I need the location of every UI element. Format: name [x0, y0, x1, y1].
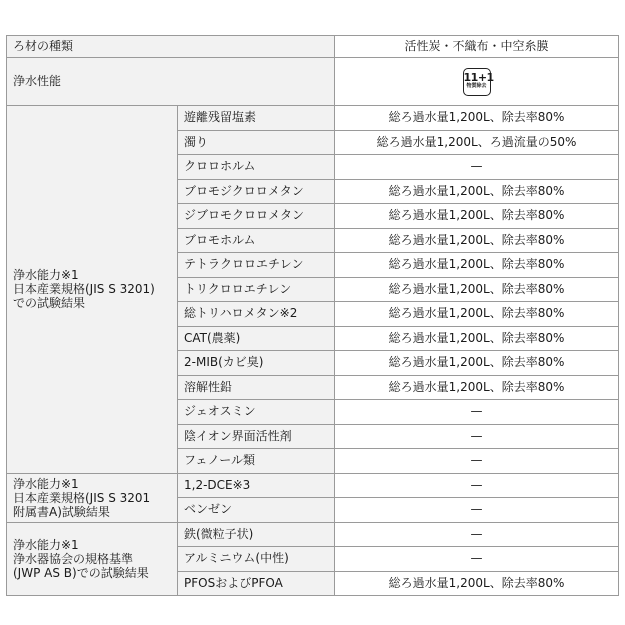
substance-name: ベンゼン — [178, 498, 335, 523]
filter-spec-table — [6, 35, 619, 596]
substance-name: アルミニウム(中性) — [178, 547, 335, 572]
substance-value: — — [335, 400, 619, 425]
substance-name: 総トリハロメタン※2 — [178, 302, 335, 327]
substance-name: テトラクロロエチレン — [178, 253, 335, 278]
substance-removal-icon — [463, 68, 494, 96]
substance-name: 2-MIB(カビ臭) — [178, 351, 335, 376]
substance-name: フェノール類 — [178, 449, 335, 474]
substance-row — [7, 106, 619, 131]
substance-name: 遊離残留塩素 — [178, 106, 335, 131]
capacity-group-label — [7, 473, 178, 522]
capacity-group-label — [7, 522, 178, 596]
substance-value: 総ろ過水量1,200L、除去率80% — [335, 571, 619, 596]
substance-name: ジブロモクロロメタン — [178, 204, 335, 229]
performance-value — [335, 58, 619, 106]
substance-name: 1,2-DCE※3 — [178, 473, 335, 498]
substance-name: 陰イオン界面活性剤 — [178, 424, 335, 449]
substance-value: 総ろ過水量1,200L、除去率80% — [335, 302, 619, 327]
substance-value: 総ろ過水量1,200L、ろ過流量の50% — [335, 130, 619, 155]
icon-number: 11+1 — [463, 70, 494, 84]
capacity-group-label — [7, 106, 178, 474]
group-label-line: 日本産業規格(JIS S 3201 — [13, 490, 151, 505]
substance-name: ブロモジクロロメタン — [178, 179, 335, 204]
group-label-line: 附属書A)試験結果 — [13, 504, 110, 519]
substance-value: — — [335, 424, 619, 449]
substance-value: 総ろ過水量1,200L、除去率80% — [335, 253, 619, 278]
group-label-line: 浄水器協会の規格基準 — [13, 551, 134, 566]
group-label-line: 日本産業規格(JIS S 3201) — [13, 282, 155, 297]
substance-name: ブロモホルム — [178, 228, 335, 253]
group-label-line: 浄水能力※1 — [13, 537, 79, 552]
substance-row — [7, 473, 619, 498]
substance-value: 総ろ過水量1,200L、除去率80% — [335, 375, 619, 400]
substance-name: CAT(農薬) — [178, 326, 335, 351]
group-label-line: 浄水能力※1 — [13, 268, 79, 283]
substance-value: — — [335, 547, 619, 572]
substance-value: — — [335, 498, 619, 523]
performance-label: 浄水性能 — [7, 58, 335, 106]
filter-media-row — [7, 36, 619, 58]
substance-value: 総ろ過水量1,200L、除去率80% — [335, 106, 619, 131]
substance-name: PFOSおよびPFOA — [178, 571, 335, 596]
substance-value: — — [335, 522, 619, 547]
performance-row — [7, 58, 619, 106]
group-label-line: での試験結果 — [13, 296, 86, 311]
substance-name: 溶解性鉛 — [178, 375, 335, 400]
group-label-line: 浄水能力※1 — [13, 476, 79, 491]
substance-value: 総ろ過水量1,200L、除去率80% — [335, 326, 619, 351]
substance-value: 総ろ過水量1,200L、除去率80% — [335, 351, 619, 376]
substance-value: — — [335, 449, 619, 474]
substance-name: トリクロロエチレン — [178, 277, 335, 302]
icon-caption: 物質除去 — [466, 82, 487, 89]
substance-value: 総ろ過水量1,200L、除去率80% — [335, 179, 619, 204]
substance-name: ジェオスミン — [178, 400, 335, 425]
substance-value: — — [335, 155, 619, 180]
group-label-line: (JWP AS B)での試験結果 — [13, 565, 149, 580]
filter-media-label: ろ材の種類 — [7, 36, 335, 58]
substance-value: 総ろ過水量1,200L、除去率80% — [335, 204, 619, 229]
substance-row — [7, 522, 619, 547]
substance-name: クロロホルム — [178, 155, 335, 180]
substance-value: 総ろ過水量1,200L、除去率80% — [335, 228, 619, 253]
substance-value: 総ろ過水量1,200L、除去率80% — [335, 277, 619, 302]
substance-value: — — [335, 473, 619, 498]
substance-name: 鉄(微粒子状) — [178, 522, 335, 547]
substance-name: 濁り — [178, 130, 335, 155]
filter-media-value: 活性炭・不織布・中空糸膜 — [335, 36, 619, 58]
